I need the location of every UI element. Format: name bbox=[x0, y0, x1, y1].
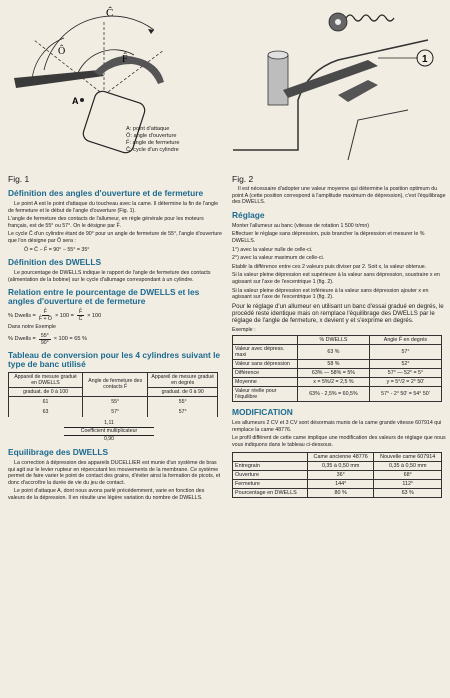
table-row: 61 55° 55° bbox=[9, 396, 218, 407]
table-header: Angle de fermeture des contacts F̂ bbox=[83, 372, 148, 396]
reglage-line: Effectuer le réglage sans dépression, puis brancher la dépression et mesurer le % DWELLS. bbox=[232, 231, 425, 244]
modification-table bbox=[232, 452, 442, 498]
formula-cycle: Ô = Ĉ − F̂ = 90° − 55° = 35° bbox=[24, 246, 90, 253]
heading-modification: MODIFICATION bbox=[232, 407, 293, 418]
table-row: Valeur sans dépression 58 % 52° bbox=[233, 360, 442, 369]
label-a: A bbox=[72, 96, 79, 106]
cam-angle-diagram bbox=[4, 0, 222, 172]
legend-item: Ĉ: cycle d'un cylindre bbox=[126, 147, 179, 153]
figure-2 bbox=[228, 0, 446, 172]
right-column bbox=[228, 0, 446, 498]
table-header: Nouvelle came 607914 bbox=[374, 452, 442, 461]
table-row: Différence 63% — 58% = 5% 57° — 52° = 5° bbox=[233, 369, 442, 378]
table-row: Valeur réelle pour l'équilibre 63% - 2,5% = 60,5% 57° - 2° 50' = 54° 50' bbox=[233, 387, 442, 402]
figure-1 bbox=[4, 0, 222, 172]
table-row: Moyenne x = 5%/2 = 2,5 % y = 5°/2 = 2° 50' bbox=[233, 378, 442, 387]
figure-1-legend bbox=[126, 126, 179, 154]
table-row: Entregrain 0,35 à 0,50 mm 0,35 à 0,50 mm bbox=[233, 461, 442, 470]
example-table bbox=[232, 335, 442, 402]
table-row: Valeur avec dépress. maxi 63 % 57° bbox=[233, 345, 442, 360]
table-subheader: graduat. de 0 à 90 bbox=[148, 387, 218, 396]
legend-item: F̂: angle de fermeture bbox=[126, 140, 180, 146]
figure-1-caption: Fig. 1 bbox=[8, 174, 30, 184]
coefficient-box bbox=[64, 420, 154, 443]
table-row: Ouverture 36° 68° bbox=[233, 470, 442, 479]
paragraph: Le point d'attaque A, dont nous avons parlé précédemment, varie en fonction des valeurs de la dépression. Il en résulte une légère variation du nombre de DWELLS. bbox=[8, 488, 205, 501]
table-header: % DWELLS bbox=[298, 336, 370, 345]
heading-tableau-conversion: Tableau de conversion pour les 4 cylindres suivant le type de banc utilisé bbox=[8, 349, 221, 369]
figure-2-caption: Fig. 2 bbox=[232, 174, 254, 184]
paragraph: Le cycle Ĉ d'un cylindre étant de 90° pour un angle de fermeture de 55°, l'angle d'ouverture que l'on désigne par Ô sera : bbox=[8, 231, 222, 244]
reglage-line: Etablir la différence entre ces 2 valeurs puis diviser par 2. Soit x, la valeur obtenue. bbox=[232, 263, 427, 270]
table-row: 63 57° 57° bbox=[9, 407, 218, 417]
reglage-line: 2°) avec la valeur maximum de celle-ci. bbox=[232, 255, 325, 262]
paragraph-banc: Pour le réglage d'un allumeur en utilisant un banc d'essai gradué en degrés, le procédé reste identique mais on remplace l'équilibrage des DWELLS par le réglage de l'angle de fermeture, x devient y et s'exprime en degrés. bbox=[232, 302, 444, 325]
heading-dwells-definition: Définition des DWELLS bbox=[8, 257, 102, 268]
label-o: Ô bbox=[58, 46, 66, 57]
conversion-table bbox=[8, 372, 218, 417]
table-row: Fermeture 144° 112° bbox=[233, 479, 442, 488]
distributor-mechanism-diagram bbox=[228, 0, 446, 172]
paragraph: Le profil différent de cette came implique une modification des valeurs de réglage que nous vous indiquons dans le tableau ci-dessous. bbox=[232, 435, 446, 448]
paragraph: L'angle de fermeture des contacts de l'allumeur, en règle générale pour les moteurs français, est de 55° ou 57°. On le désigne par F̂. bbox=[8, 216, 204, 229]
label-f: F̂ bbox=[122, 54, 128, 65]
table-row: Pourcentage en DWELLS 80 % 63 % bbox=[233, 488, 442, 497]
paragraph: Le point A est le point d'attaque du toucheau avec la came. Il détermine la fin de l'angle de fermeture et le début de l'angle d'ouverture (Fig. 1). bbox=[8, 201, 219, 214]
heading-definition-angles: Définition des angles d'ouverture et de fermeture bbox=[8, 188, 204, 198]
legend-item: Ô: angle d'ouverture bbox=[126, 133, 177, 139]
example-label: Exemple : bbox=[232, 326, 256, 333]
formula-example: % Dwells = $\frac{55^\circ}{90^\circ}$ × 100 = 65 % bbox=[8, 332, 87, 346]
reglage-line: Monter l'allumeur au banc (vitesse de rotation 1 500 tr/mn) bbox=[232, 222, 370, 229]
table-header: Came ancienne 48776 bbox=[307, 452, 374, 461]
reglage-line: 1°) avec la valeur nulle de celle-ci. bbox=[232, 246, 313, 253]
paragraph: La correction à dépression des appareils DUCELLIER est munie d'un système de bras qui agit sur le levier rupteur en répercutant les mouvements de la membrane. Ce système permet de faire varier le point de contact des grains, d'éviter ainsi la formation de picots, et donc d'accroître la durée de vie du jeu de contact. bbox=[8, 459, 221, 486]
paragraph: Il est nécessaire d'adopter une valeur moyenne qui détermine la position optimum du point A (cette position correspond à l'amplitude maximum de dépression), c'est l'équilibrage des DWELLS. bbox=[232, 186, 446, 206]
coef-label: Coefficient multiplicateur bbox=[64, 427, 154, 436]
heading-equilibrage: Equilibrage des DWELLS bbox=[8, 446, 109, 457]
eccentric-marker: 1 bbox=[422, 54, 428, 65]
label-c: Ĉ bbox=[106, 7, 114, 19]
table-header: Appareil de mesure gradué en DWELLS bbox=[9, 372, 83, 387]
heading-relation: Relation entre le pourcentage de DWELLS et les angles d'ouverture et de fermeture bbox=[8, 287, 200, 307]
reglage-line: Si la valeur pleine dépression est inférieure à la valeur sans dépression ajouter x en agissant sur l'axe de l'excentrique 1 (fig. 2). bbox=[232, 287, 429, 301]
paragraph: Les allumeurs 2 CV et 3 CV sont désormais munis de la came grande vitesse 607914 qui remplace la came 48776. bbox=[232, 420, 442, 433]
table-header: Appareil de mesure gradué en degrés bbox=[148, 372, 218, 387]
heading-reglage: Réglage bbox=[232, 209, 265, 220]
example-label: Dans notre Exemple bbox=[8, 324, 56, 331]
table-header: Angle F̂ en degrés bbox=[369, 336, 441, 345]
coef-bottom: 0,90 bbox=[103, 435, 115, 442]
table-subheader: graduat. de 0 à 100 bbox=[9, 387, 83, 396]
reglage-line: Si la valeur pleine dépression est supérieure à la valeur sans dépression, soustraire x en agissant sur l'axe de l'excentrique 1 (fig. 2). bbox=[232, 272, 440, 285]
formula-dwells: % Dwells = $\frac{F̂}{F̂ + Ô}$ × 100 = $\frac{F̂}{Ĉ}$ × 100 bbox=[8, 309, 102, 323]
paragraph: Le pourcentage de DWELLS indique le rapport de l'angle de fermeture des contacts (alimentation de la bobine) sur le cycle d'allumage correspondant à un cylindre. bbox=[8, 270, 211, 283]
left-column bbox=[4, 0, 222, 504]
legend-item: A: point d'attaque bbox=[126, 126, 170, 132]
coef-top: 1,11 bbox=[104, 419, 114, 426]
